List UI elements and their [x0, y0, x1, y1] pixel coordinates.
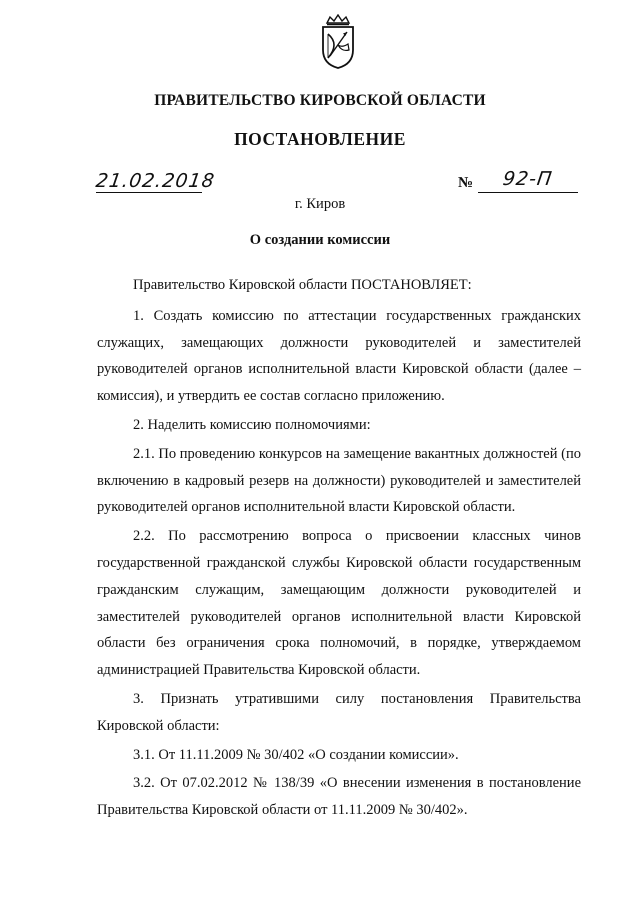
number-underline	[478, 192, 578, 193]
government-title: ПРАВИТЕЛЬСТВО КИРОВСКОЙ ОБЛАСТИ	[154, 92, 486, 109]
handwritten-date: 21.02.2018	[94, 170, 217, 192]
paragraph-item-2-2: 2.2. По рассмотрению вопроса о присвоении классных чинов государственной гражданской службы Кировской области государственным гражданским служащим, замещающим должности руководителей и заместителей руководителей органов исполнительной власти Кировской области без ограничения срока полномочий, в порядке, утверждаемом администрацией Правительства Кировской области.	[97, 528, 581, 679]
date-underline	[96, 192, 202, 193]
paragraph-item-3-2: 3.2. От 07.02.2012 № 138/39 «О внесении изменения в постановление Правительства Кировской области от 11.11.2009 № 30/402».	[97, 775, 581, 819]
document-body	[97, 272, 581, 824]
document-type-title: ПОСТАНОВЛЕНИЕ	[234, 129, 406, 149]
paragraph-preamble: Правительство Кировской области ПОСТАНОВЛЯЕТ:	[133, 277, 472, 293]
paragraph-item-3-1: 3.1. От 11.11.2009 № 30/402 «О создании комиссии».	[133, 746, 459, 763]
kirov-coat-of-arms-icon	[318, 14, 358, 70]
paragraph-item-3: 3. Признать утратившими силу постановления Правительства Кировской области:	[97, 690, 581, 734]
city: г. Киров	[294, 196, 346, 212]
handwritten-number: 92-П	[501, 168, 554, 190]
document-subject: О создании комиссии	[249, 232, 391, 248]
paragraph-item-1: 1. Создать комиссию по аттестации государственных гражданских служащих, замещающих должности руководителей и заместителей руководителей органов исполнительной власти Кировской области (далее – комиссия), и утвердить ее состав согласно приложению.	[97, 307, 581, 405]
number-sign: №	[458, 175, 474, 191]
paragraph-item-2-1: 2.1. По проведению конкурсов на замещение вакантных должностей (по включению в кадровый резерв на должности) руководителей и заместителей руководителей органов исполнительной власти Кировской области.	[97, 445, 581, 516]
paragraph-item-2: 2. Наделить комиссию полномочиями:	[133, 416, 371, 433]
